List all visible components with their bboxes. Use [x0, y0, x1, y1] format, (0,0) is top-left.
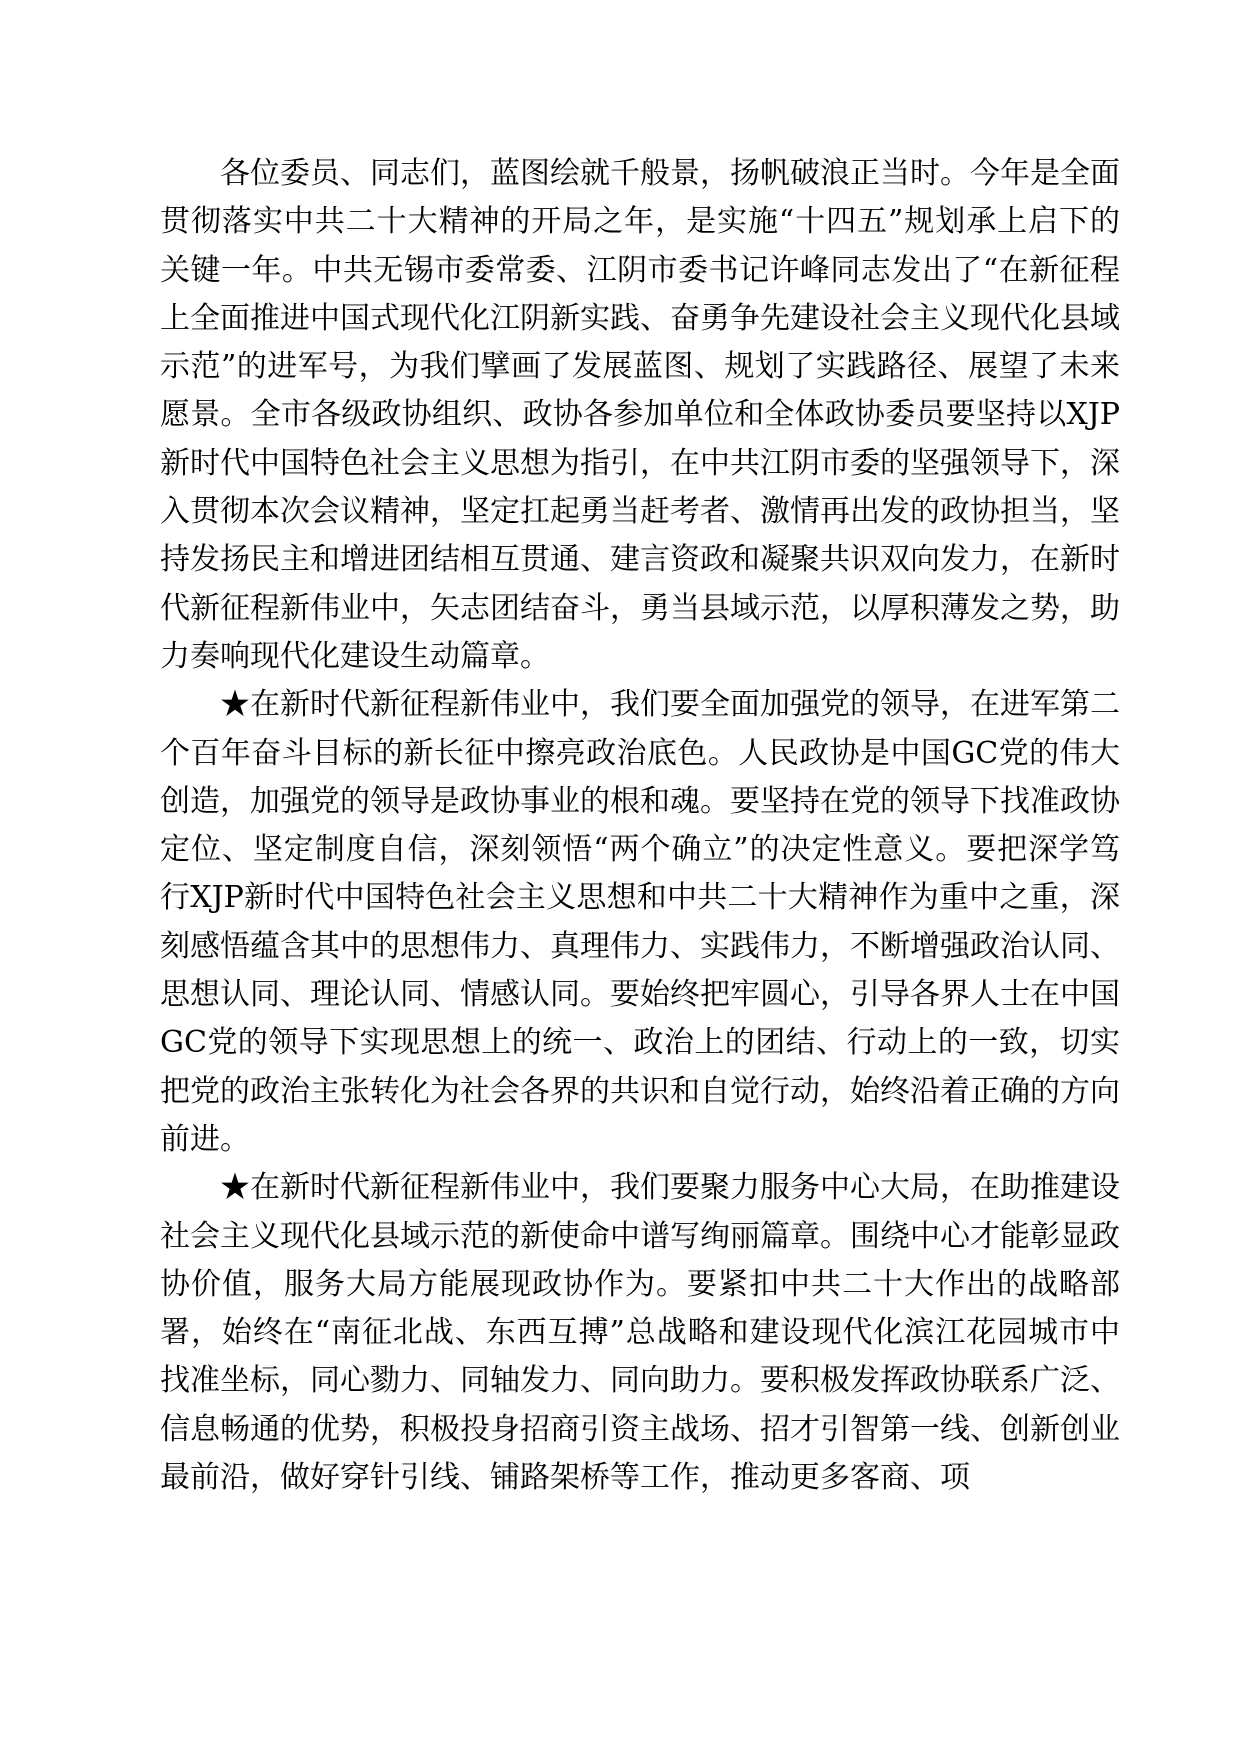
paragraph-opening: 各位委员、同志们，蓝图绘就千般景，扬帆破浪正当时。今年是全面贯彻落实中共二十大精神的开局之年，是实施“十四五”规划承上启下的关键一年。中共无锡市委常委、江阴市委书记许峰同志发出了“在新征程上全面推进中国式现代化江阴新实践、奋勇争先建设社会主义现代化县域示范”的进军号，为我们擘画了发展蓝图、规划了实践路径、展望了未来愿景。全市各级政协组织、政协各参加单位和全体政协委员要坚持以XJP新时代中国特色社会主义思想为指引，在中共江阴市委的坚强领导下，深入贯彻本次会议精神，坚定扛起勇当赶考者、激情再出发的政协担当，坚持发扬民主和增进团结相互贯通、建言资政和凝聚共识双向发力，在新时代新征程新伟业中，矢志团结奋斗，勇当县域示范，以厚积薄发之势，助力奏响现代化建设生动篇章。	[160, 156, 1120, 674]
paragraph-party-leadership: ★在新时代新征程新伟业中，我们要全面加强党的领导，在进军第二个百年奋斗目标的新长征中擦亮政治底色。人民政协是中国GC党的伟大创造，加强党的领导是政协事业的根和魂。要坚持在党的领导下找准政协定位、坚定制度自信，深刻领悟“两个确立”的决定性意义。要把深学笃行XJP新时代中国特色社会主义思想和中共二十大精神作为重中之重，深刻感悟蕴含其中的思想伟力、真理伟力、实践伟力，不断增强政治认同、思想认同、理论认同、情感认同。要始终把牢圆心，引导各界人士在中国GC党的领导下实现思想上的统一、政治上的团结、行动上的一致，切实把党的政治主张转化为社会各界的共识和自觉行动，始终沿着正确的方向前进。	[160, 687, 1120, 1157]
paragraph-serve-overall: ★在新时代新征程新伟业中，我们要聚力服务中心大局，在助推建设社会主义现代化县域示范的新使命中谱写绚丽篇章。围绕中心才能彰显政协价值，服务大局方能展现政协作为。要紧扣中共二十大作出的战略部署，始终在“南征北战、东西互搏”总战略和建设现代化滨江花园城市中找准坐标，同心勠力、同轴发力、同向助力。要积极发挥政协联系广泛、信息畅通的优势，积极投身招商引资主战场、招才引智第一线、创新创业最前沿，做好穿针引线、铺路架桥等工作，推动更多客商、项	[160, 1170, 1120, 1496]
document-page	[160, 150, 1120, 1502]
